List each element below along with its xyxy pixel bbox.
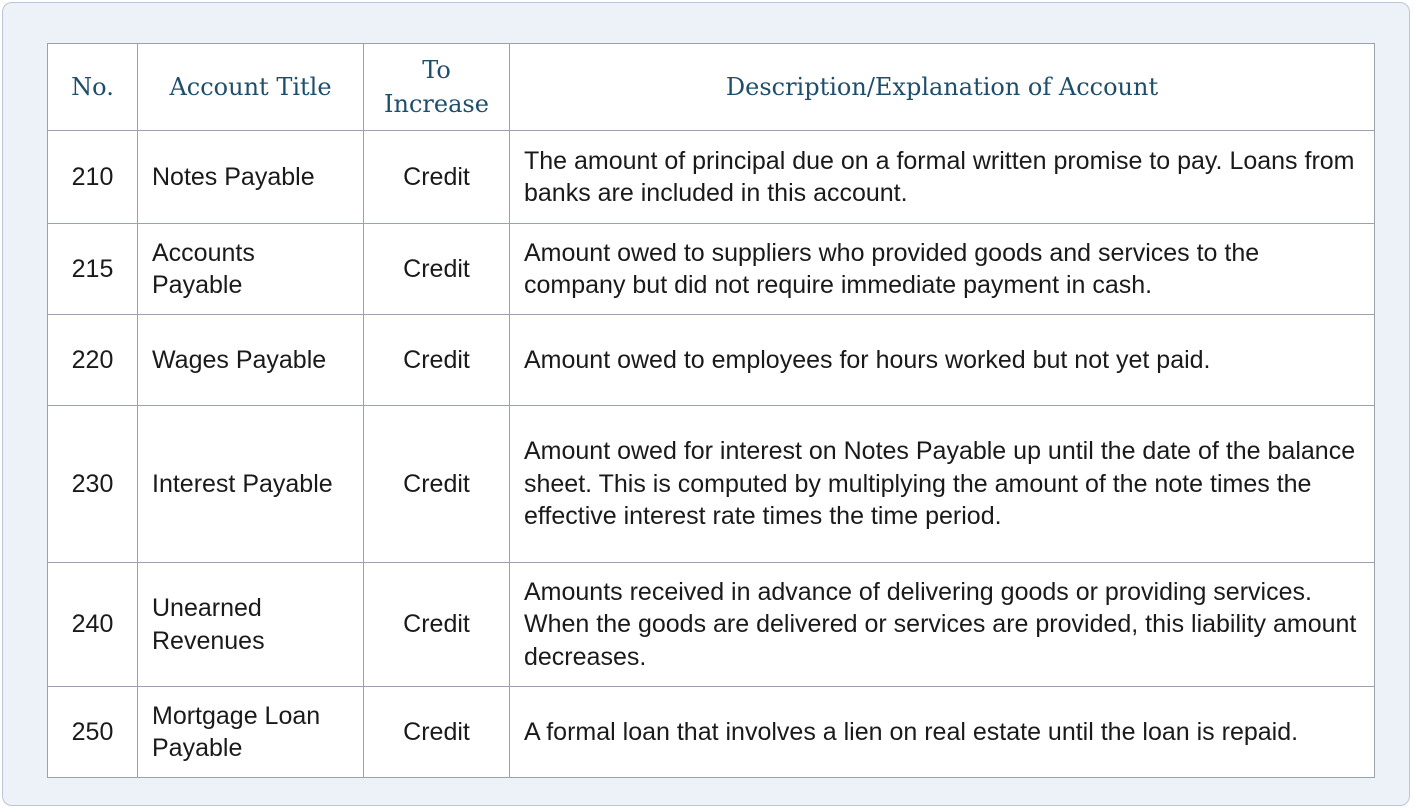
header-to-increase	[364, 44, 510, 131]
header-description: Description/Explanation of Account	[510, 44, 1375, 131]
account-number: 220	[48, 315, 138, 406]
account-title: Unearned Revenues	[138, 563, 364, 687]
table-row	[48, 406, 1375, 563]
increase-side: Credit	[364, 131, 510, 224]
header-to-increase-line1: To	[422, 56, 451, 84]
increase-side: Credit	[364, 563, 510, 687]
table-card	[2, 2, 1410, 806]
account-number: 215	[48, 224, 138, 315]
header-to-increase-line2: Increase	[384, 90, 489, 118]
account-title: Interest Payable	[138, 406, 364, 563]
account-number: 240	[48, 563, 138, 687]
header-account-title: Account Title	[138, 44, 364, 131]
account-title: Mortgage Loan Payable	[138, 687, 364, 778]
account-description: Amount owed to employees for hours worked but not yet paid.	[510, 315, 1375, 406]
account-description: A formal loan that involves a lien on real estate until the loan is repaid.	[510, 687, 1375, 778]
table-row	[48, 563, 1375, 687]
account-title: Wages Payable	[138, 315, 364, 406]
account-number: 230	[48, 406, 138, 563]
account-number: 250	[48, 687, 138, 778]
table-row	[48, 315, 1375, 406]
account-description: Amount owed for interest on Notes Payable up until the date of the balance sheet. This is computed by multiplying the amount of the note times the effective interest rate times the time period.	[510, 406, 1375, 563]
account-title: Notes Payable	[138, 131, 364, 224]
table-row	[48, 687, 1375, 778]
increase-side: Credit	[364, 406, 510, 563]
account-number: 210	[48, 131, 138, 224]
account-title: Accounts Payable	[138, 224, 364, 315]
table-row	[48, 224, 1375, 315]
increase-side: Credit	[364, 315, 510, 406]
increase-side: Credit	[364, 687, 510, 778]
increase-side: Credit	[364, 224, 510, 315]
header-no: No.	[48, 44, 138, 131]
account-description: Amounts received in advance of delivering goods or providing services. When the goods are delivered or services are provided, this liability amount decreases.	[510, 563, 1375, 687]
accounts-table	[47, 43, 1375, 778]
account-description: The amount of principal due on a formal written promise to pay. Loans from banks are included in this account.	[510, 131, 1375, 224]
account-description: Amount owed to suppliers who provided goods and services to the company but did not require immediate payment in cash.	[510, 224, 1375, 315]
table-row	[48, 131, 1375, 224]
header-row	[48, 44, 1375, 131]
